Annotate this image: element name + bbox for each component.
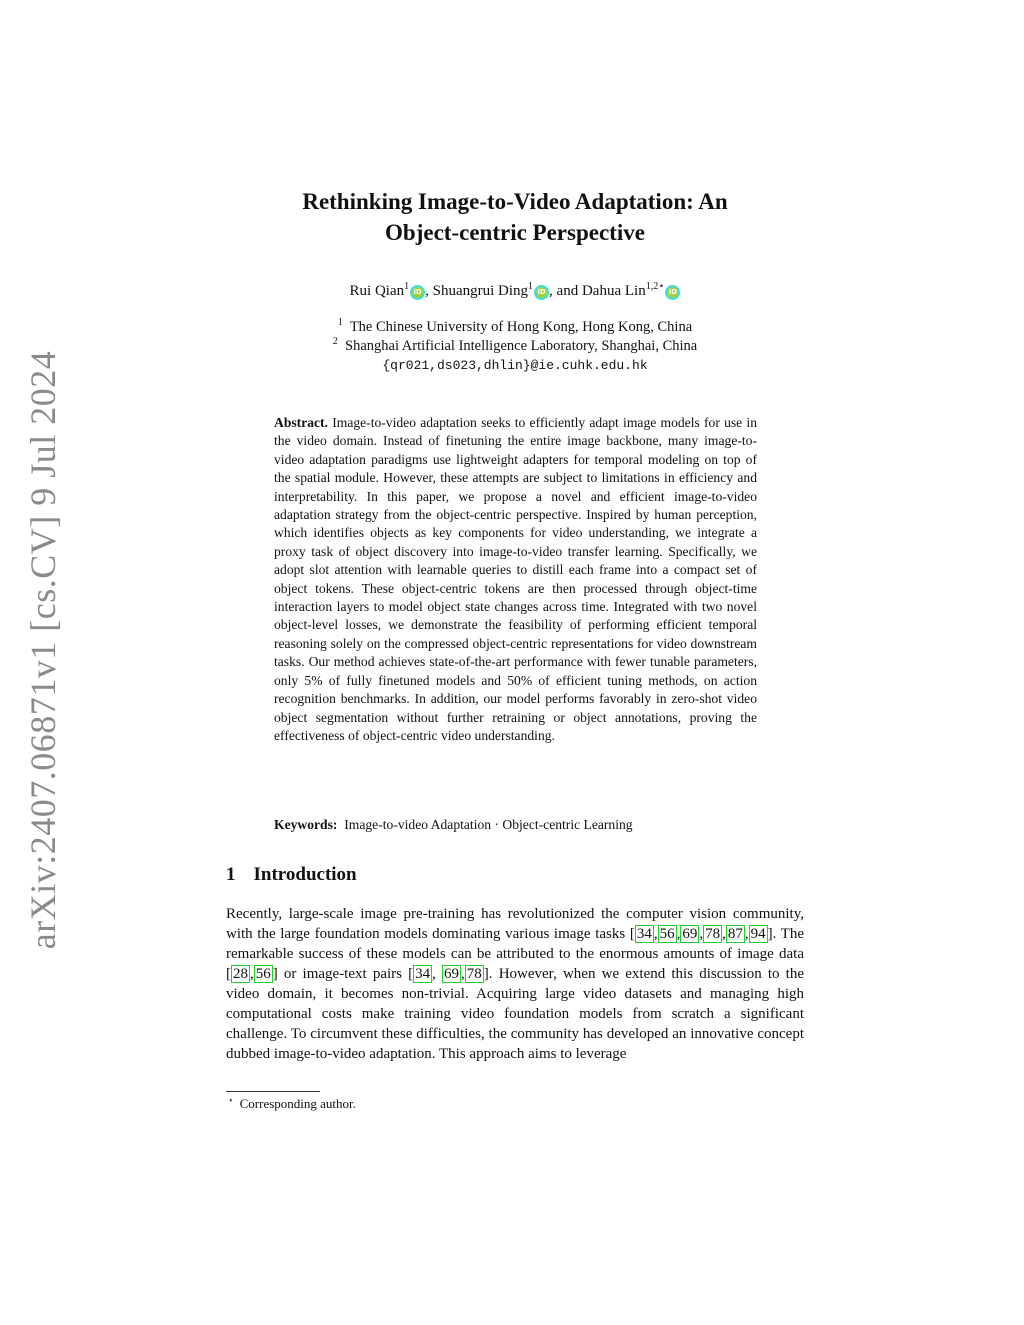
orcid-icon[interactable]: iD <box>665 285 680 300</box>
author-email: {qr021,ds023,dhlin}@ie.cuhk.edu.hk <box>382 358 648 373</box>
intro-text: ]. However, when we extend this discussion to the video domain, it becomes non-trivial. Acquiring large video datasets and managing high computational costs make training video foundation models from scratch a significant challenge. To circumvent these difficulties, the community has developed an innovative concept dubbed image-to-video adaptation. This approach aims to leverage <box>226 966 805 1062</box>
author-affiliation-mark: 1 <box>528 281 534 292</box>
affiliations <box>200 318 830 375</box>
author-name: Shuangrui Ding <box>432 283 529 299</box>
orcid-icon[interactable]: iD <box>534 285 549 300</box>
section-heading <box>226 864 357 886</box>
affiliation-line <box>200 318 830 337</box>
abstract <box>274 414 757 745</box>
intro-text: Recently, large-scale image pre-training has revolutionized the computer vision community, with the large foundation models dominating various image tasks [ <box>226 906 804 942</box>
keywords-label: Keywords: <box>274 817 338 832</box>
footnote-text: Corresponding author. <box>239 1096 356 1111</box>
affiliation-mark: 1 <box>337 317 343 328</box>
citation-link[interactable]: 69 <box>682 926 698 942</box>
citation-link[interactable]: 69 <box>444 966 460 982</box>
paper-title <box>200 186 830 248</box>
intro-text: ] or image-text pairs [ <box>272 966 414 982</box>
arxiv-side-stamp: arXiv:2407.06871v1 [cs.CV] 9 Jul 2024 <box>23 350 63 950</box>
author-name: Rui Qian <box>349 283 405 299</box>
author-list <box>200 283 830 300</box>
citation-link[interactable]: 34 <box>415 966 431 982</box>
footnote-rule <box>226 1091 320 1092</box>
affiliation-text: Shanghai Artificial Intelligence Laboratory, Shanghai, China <box>345 338 698 354</box>
introduction-paragraph: Recently, large-scale image pre-training has revolutionized the computer vision community, with the large foundation models dominating various image tasks [ 34 , 56 , 69 , 78 , 87 , 94 ]. The remarkable success of these models can be attributed to the enormous amounts of image data [ 28 , 56 ] or image-text pairs [ 34 , 69 , 78 ]. However, when we extend this discussion to the video domain, it becomes non-trivial. Acquiring large video datasets and managing high computational costs make training video foundation models from scratch a significant challenge. To circumvent these difficulties, the community has developed an innovative concept dubbed image-to-video adaptation. This approach aims to leverage <box>226 906 805 1062</box>
abstract-text: Image-to-video adaptation seeks to efficiently adapt image models for use in the video domain. Instead of finetuning the entire image backbone, many image-to-video adaptation paradigms use lightweight adapters for temporal modeling on top of the spatial module. However, these attempts are subject to limitations in efficiency and interpretability. In this paper, we propose a novel and efficient image-to-video adaptation strategy from the object-centric perspective. Inspired by human perception, which identifies objects as key components for video understanding, we integrate a proxy task of object discovery into image-to-video transfer learning. Specifically, we adopt slot attention with learnable queries to distill each frame into a compact set of object tokens. These object-centric tokens are then processed through object-time interaction layers to model object state changes across time. Integrated with two novel object-level losses, we demonstrate the feasibility of performing efficient temporal reasoning solely on the compressed object-centric representations for video downstream tasks. Our method achieves state-of-the-art performance with fewer tunable parameters, only 5% of fully finetuned models and 50% of efficient tuning methods, on action recognition benchmarks. In addition, our model performs favorably in zero-shot video object segmentation without further retraining or object annotations, proving the effectiveness of object-centric video understanding. <box>274 415 757 743</box>
citation-link[interactable]: 34 <box>636 926 652 942</box>
citation-link[interactable]: 56 <box>659 926 675 942</box>
footnote-mark: ⋆ <box>228 1095 234 1105</box>
section-number: 1 <box>226 864 236 885</box>
keywords-text: Image-to-video Adaptation · Object-centric Learning <box>344 817 633 832</box>
affiliation-mark: 2 <box>332 336 338 347</box>
title-line-2: Object-centric Perspective <box>385 220 645 245</box>
citation-link[interactable]: 28 <box>233 966 248 982</box>
citation-link[interactable]: 94 <box>750 926 766 942</box>
author-separator: , and <box>549 283 582 299</box>
title-line-1: Rethinking Image-to-Video Adaptation: An <box>302 189 728 214</box>
citation-link[interactable]: 78 <box>705 926 721 942</box>
footnote <box>228 1096 356 1112</box>
intro-text: ]. The remarkable success of these models can be attributed to the enormous amounts of image data [ <box>226 926 805 982</box>
author-name: Dahua Lin <box>581 283 646 299</box>
keywords <box>274 817 757 833</box>
orcid-icon[interactable]: iD <box>410 285 425 300</box>
author-affiliation-mark: 1,2⋆ <box>645 281 665 292</box>
author-affiliation-mark: 1 <box>404 281 410 292</box>
citation-link[interactable]: 78 <box>466 966 482 982</box>
author-separator: , <box>425 283 433 299</box>
affiliation-line <box>200 337 830 356</box>
abstract-label: Abstract. <box>274 415 328 430</box>
citation-link[interactable]: 87 <box>727 926 743 942</box>
section-title: Introduction <box>253 864 357 885</box>
affiliation-text: The Chinese University of Hong Kong, Hong Kong, China <box>349 319 693 335</box>
citation-link[interactable]: 56 <box>255 966 271 982</box>
